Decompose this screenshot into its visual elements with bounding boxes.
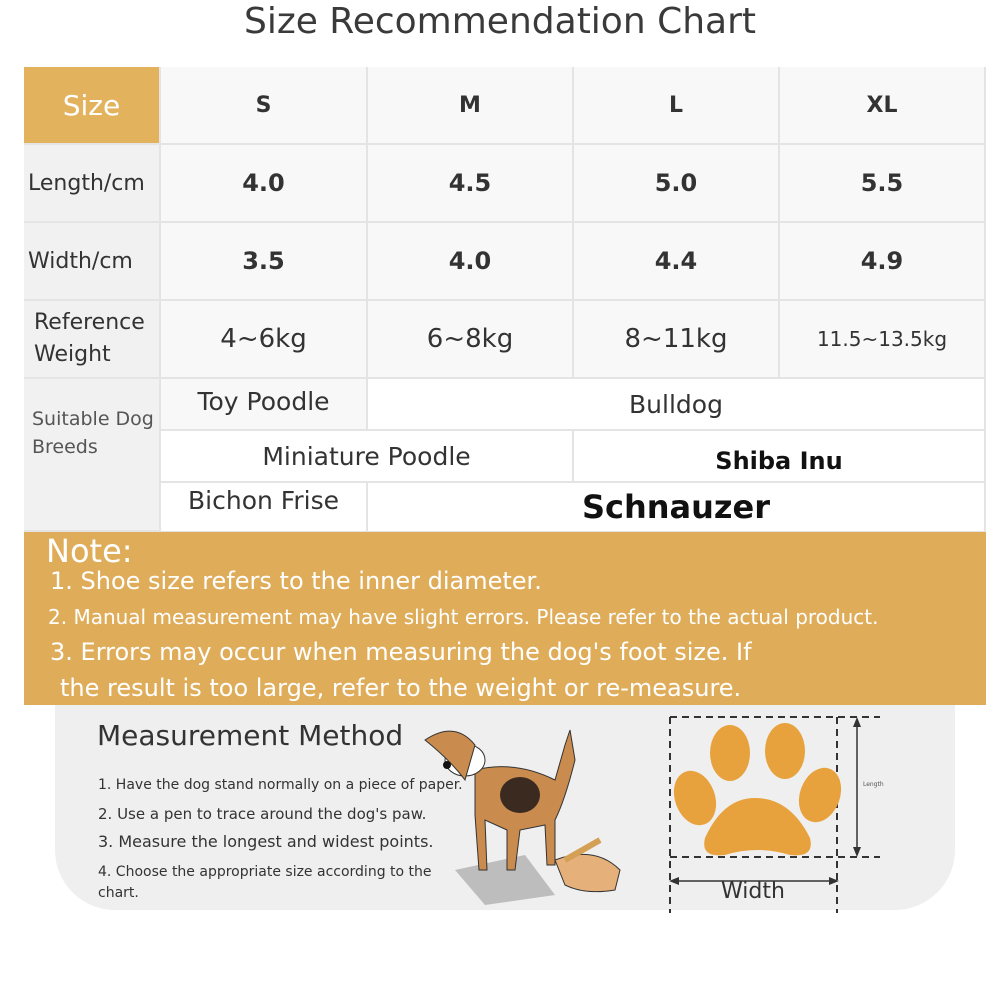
measurement-panel [55, 705, 955, 910]
length-label: Length/cm [24, 145, 161, 223]
note-box [24, 532, 986, 705]
length-label: Length [863, 781, 884, 788]
weight-s: 4~6kg [161, 301, 368, 379]
note-line-2: 2. Manual measurement may have slight errors. Please refer to the actual product. [48, 605, 879, 629]
note-line-4: the result is too large, refer to the weight or re-measure. [60, 674, 742, 702]
size-header: Size [24, 67, 161, 145]
beagle-illustration [415, 720, 635, 905]
breed-shiba-inu: Shiba Inu [574, 431, 986, 483]
width-label: Width [721, 879, 785, 904]
size-l-header: L [574, 67, 780, 145]
breed-miniature-poodle: Miniature Poodle [161, 431, 574, 483]
weight-l: 8~11kg [574, 301, 780, 379]
breed-bichon-frise: Bichon Frise [161, 483, 368, 533]
length-l: 5.0 [574, 145, 780, 223]
width-s: 3.5 [161, 223, 368, 301]
width-l: 4.4 [574, 223, 780, 301]
length-xl: 5.5 [780, 145, 986, 223]
measurement-step-3: 3. Measure the longest and widest points. [98, 832, 434, 851]
note-line-1: 1. Shoe size refers to the inner diameter. [50, 567, 542, 595]
width-m: 4.0 [368, 223, 574, 301]
measurement-step-1: 1. Have the dog stand normally on a piece of paper. [98, 777, 463, 793]
note-line-3: 3. Errors may occur when measuring the dog's foot size. If [50, 638, 752, 666]
measurement-step-4: 4. Choose the appropriate size according to the chart. [98, 864, 432, 901]
note-heading: Note: [46, 532, 133, 570]
length-s: 4.0 [161, 145, 368, 223]
paw-diagram [665, 713, 905, 913]
width-label: Width/cm [24, 223, 161, 301]
size-xl-header: XL [780, 67, 986, 145]
measurement-heading: Measurement Method [97, 719, 404, 752]
weight-m: 6~8kg [368, 301, 574, 379]
breed-bulldog: Bulldog [368, 379, 986, 431]
measurement-step-2: 2. Use a pen to trace around the dog's paw. [98, 805, 427, 823]
paw-icon [667, 723, 849, 855]
weight-label: Reference Weight [24, 301, 161, 379]
size-m-header: M [368, 67, 574, 145]
breed-schnauzer: Schnauzer [368, 483, 986, 533]
breed-toy-poodle: Toy Poodle [161, 379, 368, 431]
width-xl: 4.9 [780, 223, 986, 301]
page-title: Size Recommendation Chart [243, 1, 757, 42]
breeds-label: Suitable Dog Breeds [24, 379, 161, 532]
length-m: 4.5 [368, 145, 574, 223]
weight-xl: 11.5~13.5kg [780, 301, 986, 379]
size-s-header: S [161, 67, 368, 145]
